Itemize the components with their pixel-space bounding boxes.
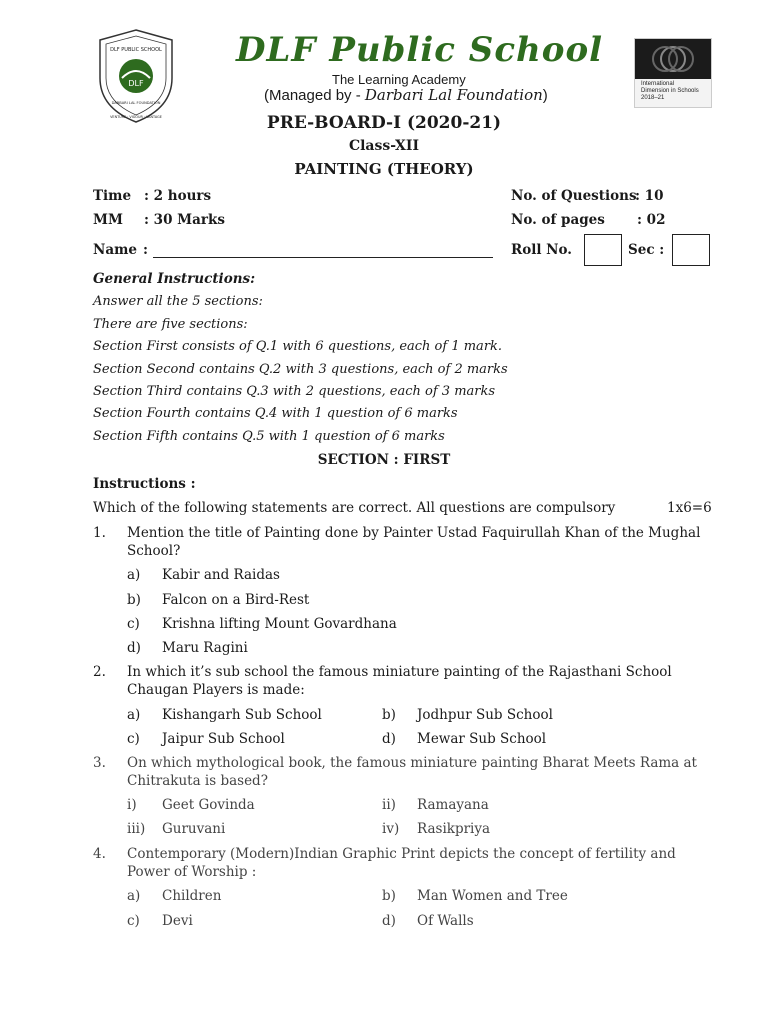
option-text: Krishna lifting Mount Govardhana	[162, 616, 397, 632]
managed-prefix: (Managed by -	[264, 87, 365, 104]
mm-value: : 30 Marks	[144, 212, 225, 228]
gi-line: There are five sections:	[93, 317, 248, 332]
question-number: 4.	[93, 846, 106, 862]
question-text: On which mythological book, the famous miniature painting Bharat Meets Rama at Chitrakuta is based?	[127, 755, 697, 789]
option-label: c)	[127, 731, 140, 747]
gi-line: Section Second contains Q.2 with 3 questions, each of 2 marks	[93, 362, 508, 377]
school-name: DLF Public School	[236, 30, 604, 70]
section-title: SECTION : FIRST	[317, 452, 451, 468]
option-text: Man Women and Tree	[417, 888, 568, 904]
name-label: Name	[93, 242, 137, 258]
gi-line: Section First consists of Q.1 with 6 questions, each of 1 mark.	[93, 339, 503, 354]
time-value: : 2 hours	[144, 188, 212, 204]
roll-label: Roll No.	[511, 242, 572, 258]
option-text: Children	[162, 888, 222, 904]
option-label: b)	[127, 592, 141, 608]
option-label: b)	[382, 888, 396, 904]
gi-line: Section Fourth contains Q.4 with 1 question of 6 marks	[93, 406, 458, 421]
exam-class: Class-XII	[348, 138, 420, 154]
badge-line3: 2018–21	[641, 95, 665, 101]
question-text: Contemporary (Modern)Indian Graphic Print depicts the concept of fertility and Power of Worship :	[127, 846, 676, 880]
exam-title: PRE-BOARD-I (2020-21)	[266, 113, 502, 133]
option-text: Maru Ragini	[162, 640, 248, 656]
pages-value: : 02	[637, 212, 666, 228]
questions-value: : 10	[635, 188, 664, 204]
time-label: Time	[93, 188, 132, 204]
section-directive: Which of the following statements are correct. All questions are compulsory	[93, 500, 616, 516]
managed-suffix: )	[542, 87, 548, 104]
school-crest-logo	[92, 26, 180, 126]
option-label: iv)	[382, 821, 400, 837]
option-text: Ramayana	[417, 797, 489, 813]
option-text: Mewar Sub School	[417, 731, 547, 747]
option-text: Jodhpur Sub School	[417, 707, 553, 723]
option-label: d)	[382, 731, 396, 747]
name-field[interactable]	[153, 256, 493, 258]
option-label: i)	[127, 797, 137, 813]
badge-line1: International	[641, 81, 675, 87]
option-text: Kishangarh Sub School	[162, 707, 322, 723]
option-text: Rasikpriya	[417, 821, 491, 837]
logo-center-text: DLF	[128, 79, 144, 88]
question-text: Mention the title of Painting done by Painter Ustad Faquirullah Khan of the Mughal School?	[127, 525, 701, 559]
question-text: In which it’s sub school the famous miniature painting of the Rajasthani School Chaugan Players is made:	[127, 664, 672, 698]
gi-line: Section Third contains Q.3 with 2 questions, each of 3 marks	[93, 384, 496, 399]
question-number: 2.	[93, 664, 106, 680]
badge-line2: Dimension in Schools	[641, 88, 699, 94]
option-label: ii)	[382, 797, 396, 813]
option-text: Kabir and Raidas	[162, 567, 280, 583]
gi-line: Answer all the 5 sections:	[93, 294, 263, 309]
option-text: Devi	[162, 913, 193, 929]
option-text: Guruvani	[162, 821, 226, 837]
option-label: d)	[382, 913, 396, 929]
school-tagline: The Learning Academy	[332, 72, 466, 87]
mm-label: MM	[93, 212, 123, 228]
option-label: d)	[127, 640, 141, 656]
option-label: a)	[127, 567, 141, 583]
option-label: iii)	[127, 821, 146, 837]
sec-label: Sec :	[628, 242, 665, 258]
option-label: c)	[127, 913, 140, 929]
pages-label: No. of pages	[511, 212, 605, 228]
option-text: Geet Govinda	[162, 797, 255, 813]
logo-motto: VENTURE · VIGOUR · VANTAGE	[110, 115, 162, 119]
roll-number-box[interactable]	[584, 234, 622, 266]
international-dimension-badge	[634, 38, 712, 108]
logo-top-text: DLF PUBLIC SCHOOL	[110, 47, 162, 53]
option-text: Of Walls	[417, 913, 474, 929]
option-text: Jaipur Sub School	[162, 731, 285, 747]
exam-subject: PAINTING (THEORY)	[294, 160, 474, 178]
managed-name: Darbari Lal Foundation	[364, 86, 543, 104]
gi-line: Section Fifth contains Q.5 with 1 question of 6 marks	[93, 429, 445, 444]
section-box[interactable]	[672, 234, 710, 266]
logo-bottom-text: DARBARI LAL FOUNDATION	[111, 101, 161, 105]
question-number: 1.	[93, 525, 106, 541]
managed-by-line	[264, 86, 548, 104]
option-label: c)	[127, 616, 140, 632]
questions-label: No. of Questions	[511, 188, 637, 204]
name-colon: :	[143, 242, 148, 258]
option-label: a)	[127, 888, 141, 904]
option-text: Falcon on a Bird-Rest	[162, 592, 310, 608]
question-number: 3.	[93, 755, 106, 771]
option-label: a)	[127, 707, 141, 723]
general-instructions-heading: General Instructions:	[93, 271, 256, 287]
instructions-label: Instructions :	[93, 476, 196, 492]
option-label: b)	[382, 707, 396, 723]
section-marks: 1x6=6	[667, 500, 712, 516]
